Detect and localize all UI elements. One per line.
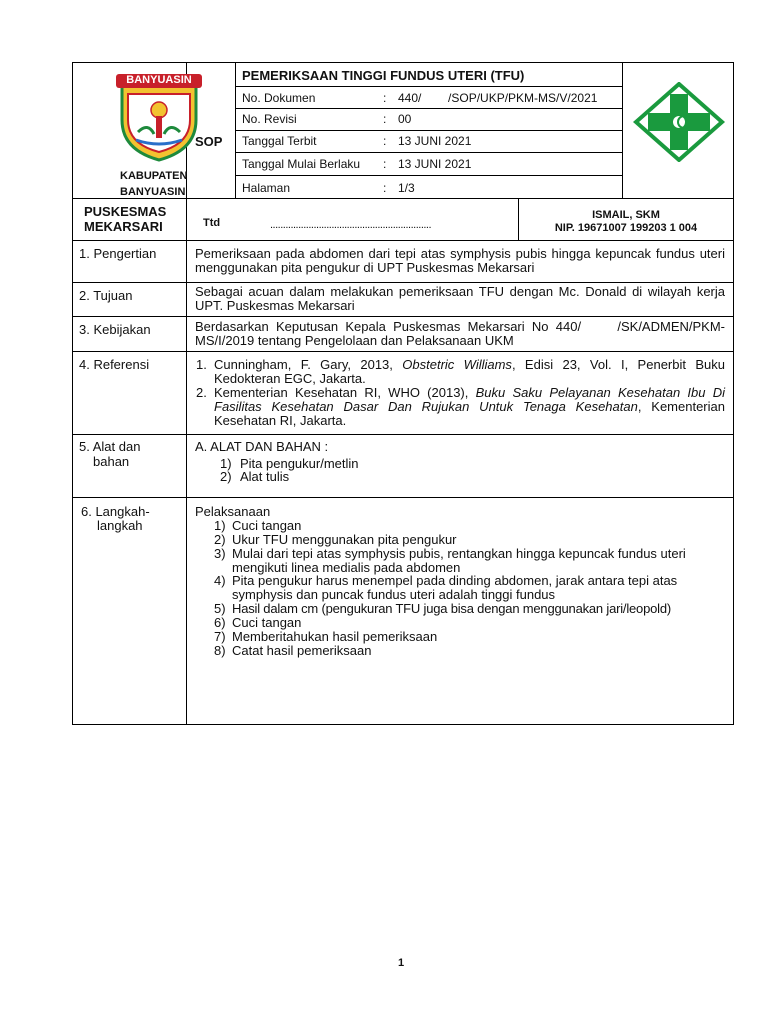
field-label-no-revisi: No. Revisi xyxy=(242,112,297,126)
field-value-no-dokumen: 440/ /SOP/UKP/PKM-MS/V/2021 xyxy=(398,91,598,105)
field-label-no-dokumen: No. Dokumen xyxy=(242,91,316,105)
field-value-halaman: 1/3 xyxy=(398,181,415,195)
step-item: Hasil dalam cm (pengukuran TFU juga bisa dengan menggunakan jari/leopold) xyxy=(232,601,671,616)
official-nip: NIP. 19671007 199203 1 004 xyxy=(554,222,698,234)
step-number: 3) xyxy=(214,546,226,561)
step-item: Memberitahukan hasil pemeriksaan xyxy=(232,629,438,644)
field-label-halaman: Halaman xyxy=(242,181,291,195)
alat-item-number: 2) xyxy=(220,469,232,484)
step-item: Cuci tangan xyxy=(232,518,302,533)
field-label-tanggal-mulai: Tanggal Mulai Berlaku xyxy=(242,157,361,171)
signature-dots: ............................................................... xyxy=(270,219,432,231)
section-line xyxy=(72,497,734,498)
field-value-no-revisi: 00 xyxy=(398,112,412,126)
step-number: 5) xyxy=(214,601,226,616)
header-row-line xyxy=(235,108,622,109)
header-logo-divider xyxy=(622,62,623,198)
puskesmas-logo xyxy=(632,82,726,162)
field-separator: : xyxy=(383,112,387,126)
header-row-line xyxy=(235,86,622,87)
header-row-line xyxy=(235,175,622,176)
step-item: Catat hasil pemeriksaan xyxy=(232,643,372,658)
step-item: Cuci tangan xyxy=(232,615,302,630)
section-label-langkah-line2: langkah xyxy=(97,518,143,533)
field-separator: : xyxy=(383,91,387,105)
org-name-line2: MEKARSARI xyxy=(84,219,163,234)
reference-title: Obstetric Williams xyxy=(402,357,512,372)
field-separator: : xyxy=(383,181,387,195)
step-number: 8) xyxy=(214,643,226,658)
field-value-tanggal-terbit: 13 JUNI 2021 xyxy=(398,134,472,148)
alat-item-number: 1) xyxy=(220,456,232,471)
step-number: 1) xyxy=(214,518,226,533)
reference-item xyxy=(196,385,725,428)
section-label-alat-line1: 5. Alat dan xyxy=(79,439,141,454)
reference-author: Kementerian Kesehatan RI, WHO (2013), xyxy=(214,385,476,400)
section-label-pengertian: 1. Pengertian xyxy=(79,246,157,261)
step-number: 7) xyxy=(214,629,226,644)
section-line xyxy=(72,316,734,317)
step-number: 2) xyxy=(214,532,226,547)
ttd-label: Ttd xyxy=(203,217,221,229)
banyuasin-logo xyxy=(114,72,204,162)
section-line xyxy=(72,434,734,435)
field-value-tanggal-mulai: 13 JUNI 2021 xyxy=(398,157,472,171)
page-number: 1 xyxy=(397,957,405,969)
section-text-kebijakan: Berdasarkan Keputusan Kepala Puskesmas Mekarsari No 440/ /SK/ADMEN/PKM-MS/I/2019 tentang Pengelolaan dan Pelaksanaan UKM xyxy=(195,319,725,348)
reference-author: Cunningham, F. Gary, 2013, xyxy=(214,357,403,372)
section-label-referensi: 4. Referensi xyxy=(79,357,150,372)
section-label-langkah-line1: 6. Langkah- xyxy=(81,504,150,519)
reference-publisher: , Kementerian Kesehatan RI, Jakarta. xyxy=(214,399,725,428)
section-line xyxy=(72,351,734,352)
header-row-line xyxy=(235,130,622,131)
official-name: ISMAIL, SKM xyxy=(592,209,660,221)
section-label-kebijakan: 3. Kebijakan xyxy=(79,322,151,337)
puskesmas-cross-icon xyxy=(632,82,726,162)
section-label-tujuan: 2. Tujuan xyxy=(79,288,133,303)
section-line xyxy=(72,282,734,283)
document-title: PEMERIKSAAN TINGGI FUNDUS UTERI (TFU) xyxy=(242,68,525,83)
step-item: Pita pengukur harus menempel pada dinding abdomen, jarak antara tepi atas symphysis dan puncak fundus uteri adalah tinggi fundus xyxy=(232,573,678,602)
field-separator: : xyxy=(383,157,387,171)
reference-item xyxy=(196,357,725,386)
langkah-heading: Pelaksanaan xyxy=(195,504,271,519)
field-label-tanggal-terbit: Tanggal Terbit xyxy=(242,134,317,148)
sop-label: SOP xyxy=(195,134,223,149)
reference-title: Buku Saku Pelayanan Kesehatan Ibu Di Fasilitas Kesehatan Dasar Dan Rujukan Untuk Tenaga Kesehatan xyxy=(214,385,725,414)
section-text-pengertian: Pemeriksaan pada abdomen dari tepi atas symphysis pubis hingga kepuncak fundus uteri menggunakan pita pengukur di UPT Puskesmas Mekarsari xyxy=(195,246,725,275)
section-line xyxy=(72,240,734,241)
field-separator: : xyxy=(383,134,387,148)
step-number: 6) xyxy=(214,615,226,630)
org-name-line1: PUSKESMAS xyxy=(84,204,167,219)
alat-heading: A. ALAT DAN BAHAN : xyxy=(195,439,329,454)
step-item: Mulai dari tepi atas symphysis pubis, rentangkan hingga kepuncak fundus uteri mengikuti linea medialis pada abdomen xyxy=(232,546,686,575)
reference-number: 2. xyxy=(196,385,207,400)
alat-item: Alat tulis xyxy=(240,469,290,484)
reference-publisher: , Edisi 23, Vol. I, Penerbit Buku Kedokteran EGC, Jakarta. xyxy=(214,357,725,386)
alat-item: Pita pengukur/metlin xyxy=(240,456,359,471)
header-row-line xyxy=(235,152,622,153)
section-label-alat-line2: bahan xyxy=(93,454,130,469)
step-number: 4) xyxy=(214,573,226,588)
section-text-tujuan: Sebagai acuan dalam melakukan pemeriksaan TFU dengan Mc. Donald di wilayah kerja UPT. Puskesmas Mekarsari xyxy=(195,284,725,313)
regency-name-line2: BANYUASIN xyxy=(120,186,186,198)
logo-banner-text: BANYUASIN xyxy=(126,74,192,86)
step-item: Ukur TFU menggunakan pita pengukur xyxy=(232,532,457,547)
regency-name-line1: KABUPATEN xyxy=(120,170,188,182)
reference-number: 1. xyxy=(196,357,207,372)
